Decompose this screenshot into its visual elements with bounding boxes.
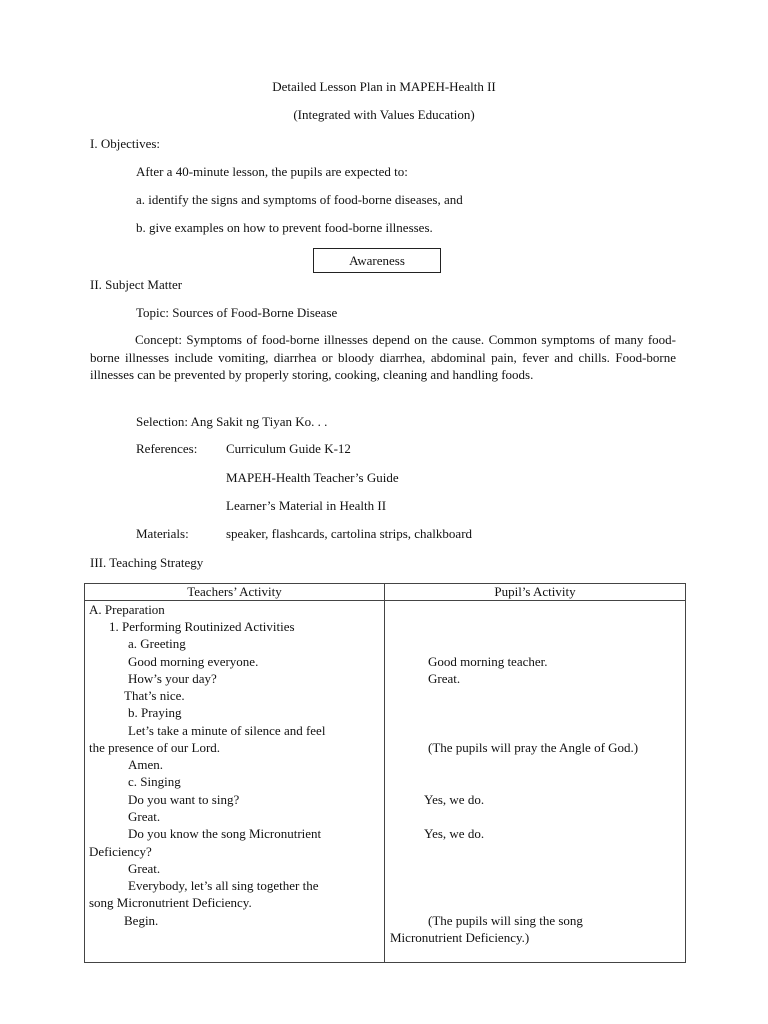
teacher-line: Everybody, let’s all sing together the	[128, 878, 319, 893]
topic-line: Topic: Sources of Food-Borne Disease	[136, 305, 338, 320]
teacher-line: Do you know the song Micronutrient	[128, 826, 322, 841]
teacher-line: the presence of our Lord.	[89, 740, 221, 755]
reference-item: MAPEH-Health Teacher’s Guide	[226, 470, 399, 485]
teacher-line: a. Greeting	[128, 636, 186, 651]
pupil-line: Great.	[428, 671, 461, 686]
pupil-line: Yes, we do.	[424, 792, 485, 807]
lesson-subtitle: (Integrated with Values Education)	[293, 107, 475, 122]
objective-a: a. identify the signs and symptoms of food-borne diseases, and	[136, 192, 463, 207]
teacher-line: Begin.	[124, 913, 159, 928]
objectives-intro: After a 40-minute lesson, the pupils are expected to:	[136, 164, 408, 179]
materials-list: speaker, flashcards, cartolina strips, chalkboard	[226, 526, 473, 541]
lesson-title: Detailed Lesson Plan in MAPEH-Health II	[272, 79, 496, 94]
teacher-line: song Micronutrient Deficiency.	[89, 895, 252, 910]
materials-label: Materials:	[136, 526, 189, 541]
teacher-line: A. Preparation	[89, 602, 165, 617]
pupil-line: (The pupils will pray the Angle of God.)	[428, 740, 639, 755]
teacher-line: How’s your day?	[128, 671, 217, 686]
teacher-line: Good morning everyone.	[128, 654, 259, 669]
teacher-line: Amen.	[128, 757, 164, 772]
teaching-strategy-heading: III. Teaching Strategy	[90, 555, 204, 570]
teacher-line: Do you want to sing?	[128, 792, 240, 807]
teacher-activity-cell	[85, 601, 385, 963]
references-label: References:	[136, 441, 198, 456]
selection-line: Selection: Ang Sakit ng Tiyan Ko. . .	[136, 414, 328, 429]
teacher-line: Deficiency?	[89, 844, 152, 859]
teacher-line: Great.	[128, 809, 161, 824]
pupil-line: Good morning teacher.	[428, 654, 548, 669]
reference-item: Learner’s Material in Health II	[226, 498, 387, 513]
pupil-column-header: Pupil’s Activity	[385, 584, 686, 601]
reference-item: Curriculum Guide K-12	[226, 441, 351, 456]
teacher-line: Great.	[128, 861, 161, 876]
pupil-line: (The pupils will sing the song	[428, 913, 583, 928]
pupil-line: Micronutrient Deficiency.)	[390, 930, 530, 945]
activity-table	[84, 583, 686, 963]
concept-paragraph: Concept: Symptoms of food-borne illnesses depend on the cause. Common symptoms of many food-borne illnesses include vomiting, diarrhea or bloody diarrhea, abdominal pain, fever and chills. Food-borne illnesses can be prevented by properly storing, cooking, cleaning and handling foods.	[90, 332, 676, 382]
teacher-line: c. Singing	[128, 774, 181, 789]
teacher-line: 1. Performing Routinized Activities	[109, 619, 295, 634]
subject-matter-heading: II. Subject Matter	[90, 277, 183, 292]
pupil-activity-cell	[385, 601, 686, 963]
teacher-line: b. Praying	[128, 705, 182, 720]
pupil-line: Yes, we do.	[424, 826, 485, 841]
teacher-column-header: Teachers’ Activity	[85, 584, 385, 601]
teacher-line: Let’s take a minute of silence and feel	[128, 723, 326, 738]
objective-b: b. give examples on how to prevent food-borne illnesses.	[136, 220, 433, 235]
awareness-box: Awareness	[313, 248, 441, 273]
objectives-heading: I. Objectives:	[90, 136, 161, 151]
teacher-line: That’s nice.	[124, 688, 185, 703]
